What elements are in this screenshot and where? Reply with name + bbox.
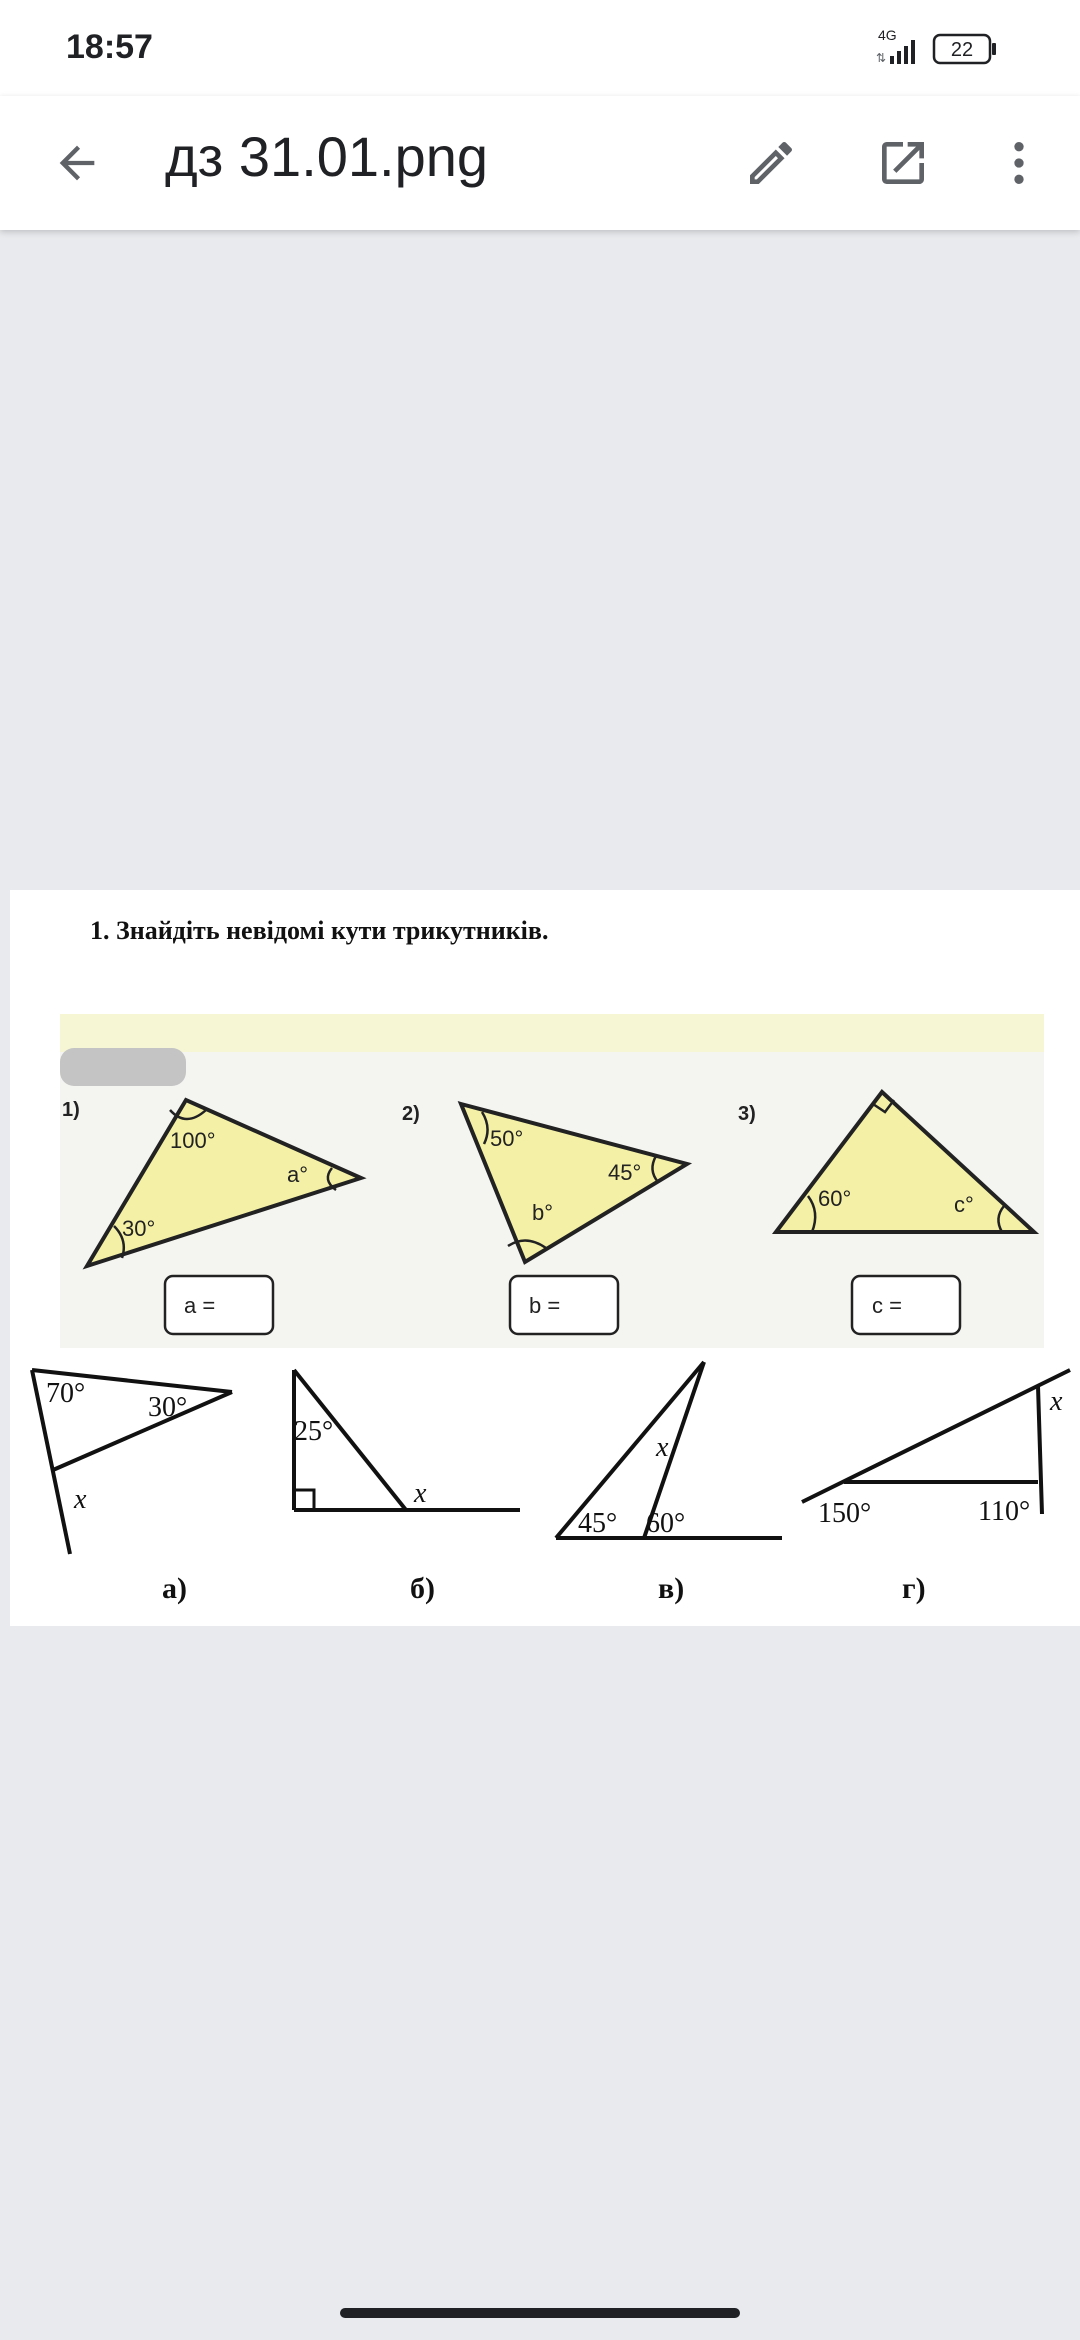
item-letter: б) [410, 1572, 435, 1605]
pencil-icon [743, 135, 799, 191]
angle-label: 45° [608, 1160, 642, 1185]
angle-label: 50° [490, 1126, 524, 1151]
edit-button[interactable] [726, 96, 816, 230]
battery-level: 22 [950, 39, 974, 61]
angle-label: a° [287, 1162, 309, 1187]
back-button[interactable] [32, 96, 122, 230]
arrow-back-icon [51, 137, 103, 189]
redacted-label [60, 1048, 186, 1086]
item-letter: а) [162, 1572, 187, 1605]
more-options-button[interactable] [974, 96, 1064, 230]
unknown-label: x [656, 1432, 669, 1463]
signal-bar [904, 46, 908, 64]
signal-bar [897, 51, 901, 64]
angle-label: 30° [148, 1392, 188, 1423]
angle-label: c° [954, 1192, 974, 1217]
data-arrows-icon: ⇅ [876, 51, 887, 65]
more-vert-icon [991, 135, 1047, 191]
answer-label: a = [184, 1293, 216, 1318]
angle-label: 45° [578, 1508, 618, 1539]
panel-top-highlight [60, 1014, 1044, 1052]
angle-label: 30° [122, 1216, 156, 1241]
answer-box-b[interactable] [510, 1276, 618, 1334]
angle-label: 25° [294, 1416, 334, 1447]
triangles-panel-top [10, 890, 1080, 1350]
angle-label: 60° [646, 1508, 686, 1539]
worksheet-heading: 1. Знайдіть невідомі кути трикутників. [90, 916, 549, 945]
signal-bar [911, 40, 915, 64]
item-number: 3) [738, 1103, 756, 1125]
answer-box-c[interactable] [852, 1276, 960, 1334]
item-letter: в) [658, 1572, 685, 1605]
document-image[interactable] [10, 890, 1080, 1626]
angle-label: 70° [46, 1378, 86, 1409]
unknown-label: x [1050, 1386, 1063, 1417]
angle-label: 150° [818, 1498, 872, 1529]
network-type-label: 4G [878, 27, 897, 43]
angle-label: b° [532, 1200, 554, 1225]
angle-label: 110° [978, 1496, 1031, 1527]
status-indicators [872, 26, 1022, 70]
status-time: 18:57 [66, 28, 153, 66]
status-bar [0, 0, 1080, 96]
open-with-button[interactable] [858, 96, 948, 230]
answer-label: c = [872, 1293, 902, 1318]
triangles-panel-bottom [10, 1350, 1080, 1626]
unknown-label: x [74, 1484, 87, 1515]
angle-label: 100° [170, 1128, 216, 1153]
unknown-label: x [414, 1478, 427, 1509]
file-title: дз 31.01.png [165, 125, 489, 188]
answer-label: b = [529, 1293, 561, 1318]
signal-battery-icon [872, 26, 1022, 70]
signal-bar [890, 56, 894, 64]
worksheet-top [10, 890, 1080, 1350]
app-bar [0, 96, 1080, 230]
answer-box-a[interactable] [165, 1276, 273, 1334]
angle-label: 60° [818, 1186, 852, 1211]
battery-tip [992, 43, 996, 55]
open-in-new-icon [875, 135, 931, 191]
home-indicator[interactable] [340, 2308, 740, 2318]
item-letter: г) [902, 1572, 926, 1605]
item-number: 2) [402, 1103, 420, 1125]
item-number: 1) [62, 1099, 80, 1121]
